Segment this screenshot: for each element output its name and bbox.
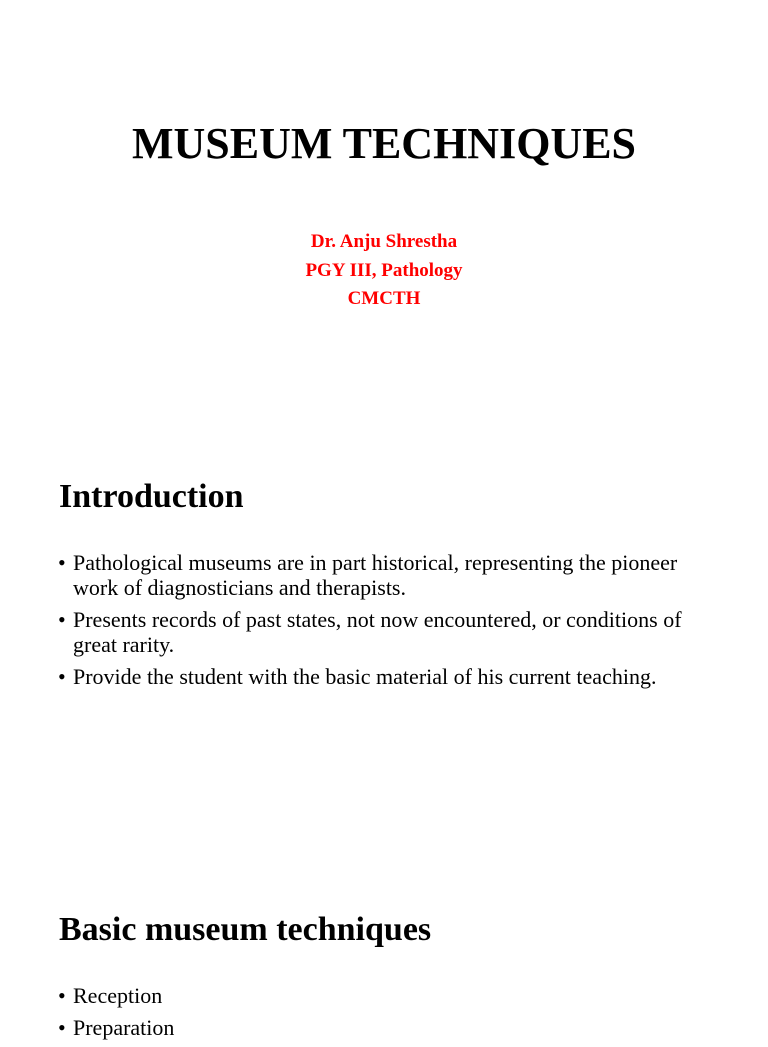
slide-title: MUSEUM TECHNIQUES	[131, 119, 637, 168]
author-institution: CMCTH	[347, 288, 421, 309]
list-item	[58, 1015, 708, 1040]
bullet-text: Presents records of past states, not now encountered, or conditions of great rarity.	[73, 607, 682, 657]
list-item	[58, 550, 708, 600]
bullet-text: Pathological museums are in part historical, representing the pioneer work of diagnosticians and therapists.	[73, 550, 678, 600]
author-position: PGY III, Pathology	[305, 259, 463, 281]
introduction-heading: Introduction	[59, 478, 244, 515]
list-item	[58, 664, 708, 689]
bullet-icon: •	[58, 664, 66, 689]
list-item	[58, 983, 708, 1008]
bullet-icon: •	[58, 550, 66, 575]
list-item	[58, 607, 708, 657]
bullet-icon: •	[58, 983, 66, 1008]
bullet-text: Provide the student with the basic material of his current teaching.	[73, 664, 657, 689]
bullet-text: Preparation	[73, 1015, 175, 1040]
techniques-bullet-list	[58, 983, 708, 1047]
bullet-icon: •	[58, 607, 66, 632]
introduction-bullet-list	[58, 550, 708, 696]
techniques-heading: Basic museum techniques	[59, 911, 432, 948]
author-name: Dr. Anju Shrestha	[310, 231, 458, 252]
bullet-icon: •	[58, 1015, 66, 1040]
bullet-text: Reception	[73, 983, 163, 1008]
author-info	[0, 228, 768, 314]
